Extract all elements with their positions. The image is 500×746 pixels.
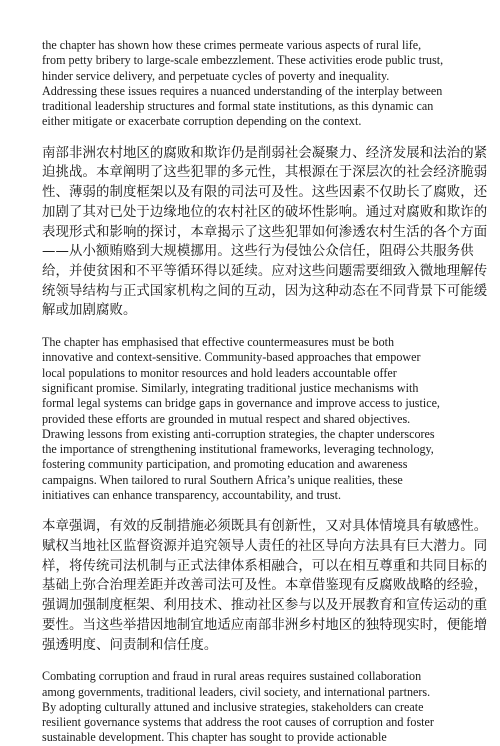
text-line: 要性。当这些举措因地制宜地适应南部非洲乡村地区的独特现实时，便能增 [42, 617, 488, 633]
text-line: 赋权当地社区监督资源并追究领导人责任的社区导向方法具有巨大潜力。同 [42, 539, 488, 555]
text-line: the importance of strengthening institutional frameworks, leveraging technology, [42, 442, 434, 457]
text-line: among governments, traditional leaders, civil society, and international partners. [42, 684, 431, 699]
text-line: 南部非洲农村地区的腐败和欺诈仍是削弱社会凝聚力、经济发展和法治的紧 [42, 145, 488, 161]
text-line: Combating corruption and fraud in rural areas requires sustained collaboration [42, 669, 422, 684]
text-line: significant promise. Similarly, integrating traditional justice mechanisms with [42, 381, 419, 395]
text-line: either mitigate or exacerbate corruption depending on the context. [42, 114, 362, 129]
text-line: initiatives can enhance transparency, accountability, and trust. [42, 488, 341, 503]
text-line: 本章强调，有效的反制措施必须既具有创新性，又对具体情境具有敏感性。 [42, 519, 488, 535]
text-line: local populations to monitor resources and hold leaders accountable offer [42, 365, 397, 380]
text-line: Addressing these issues requires a nuanced understanding of the interplay between [42, 83, 443, 98]
text-line: provided these efforts are grounded in mutual respect and shared objectives. [42, 411, 411, 426]
text-line: 统领导结构与正式国家机构之间的互动，因为这种动态在不同背景下可能缓 [42, 283, 488, 299]
paragraph-zh-1 [42, 144, 488, 321]
text-line: 加剧了其对已处于边缘地位的农村社区的破坏性影响。通过对腐败和欺诈的 [42, 204, 488, 220]
text-line: from petty bribery to large-scale embezzlement. These activities erode public trust, [42, 53, 444, 68]
text-line: 基础上弥合治理差距并改善司法可及性。本章借鉴现有反腐败战略的经验， [42, 578, 488, 594]
text-line: 迫挑战。本章阐明了这些犯罪的多元性，其根源在于深层次的社会经济脆弱 [42, 165, 488, 181]
text-line: resilient governance systems that address the root causes of corruption and foster [42, 715, 434, 730]
paragraph-en-2 [42, 335, 458, 503]
text-line: 性、薄弱的制度框架以及有限的司法可及性。这些因素不仅助长了腐败，还 [42, 185, 488, 201]
text-line: 表现形式和影响的探讨，本章揭示了这些犯罪如何渗透农村生活的各个方面 [42, 224, 488, 240]
text-line: the chapter has shown how these crimes permeate various aspects of rural life, [42, 38, 422, 52]
paragraph-en-3 [42, 669, 458, 745]
text-line: Drawing lessons from existing anti-corruption strategies, the chapter underscores [42, 426, 435, 441]
text-line: sustainable development. This chapter has sought to provide actionable [42, 730, 387, 745]
text-line: By adopting culturally attuned and inclusive strategies, stakeholders can create [42, 699, 424, 714]
paragraph-zh-2 [42, 517, 488, 655]
text-line: hinder service delivery, and perpetuate cycles of poverty and inequality. [42, 68, 390, 83]
text-line: 强调加强制度框架、利用技术、推动社区参与以及开展教育和宣传运动的重 [42, 598, 488, 614]
text-line: ——从小额贿赂到大规模挪用。这些行为侵蚀公众信任，阻碍公共服务供 [42, 244, 474, 260]
text-line: The chapter has emphasised that effective countermeasures must be both [42, 335, 395, 350]
text-line: campaigns. When tailored to rural Southern Africa’s unique realities, these [42, 472, 403, 487]
text-line: innovative and context-sensitive. Community-based approaches that empower [42, 350, 421, 365]
text-line: fostering community participation, and promoting education and awareness [42, 457, 408, 472]
text-line: 解或加剧腐败。 [42, 303, 137, 319]
text-line: 强透明度、问责制和信任度。 [42, 637, 218, 653]
paragraph-en-1 [42, 38, 458, 130]
text-line: traditional leadership structures and formal state institutions, as this dynamic can [42, 99, 434, 114]
text-line: 样，将传统司法机制与正式法律体系相融合，可以在相互尊重和共同目标的 [42, 558, 488, 574]
text-line: formal legal systems can bridge gaps in governance and improve access to justice, [42, 396, 440, 411]
text-line: 给，并使贫困和不平等循环得以延续。应对这些问题需要细致入微地理解传 [42, 264, 488, 279]
